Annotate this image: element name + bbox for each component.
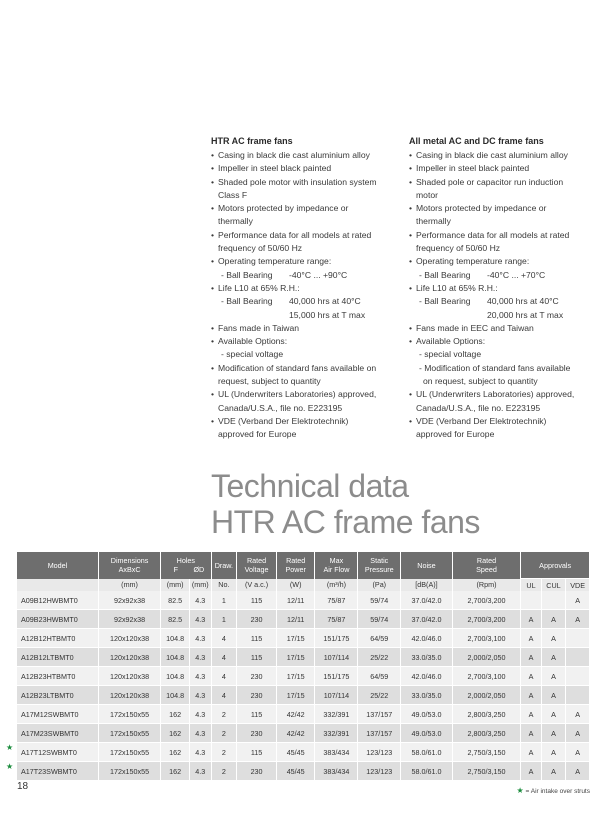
star-icon: ★ <box>6 743 14 752</box>
cell-ul: A <box>521 724 541 743</box>
unit-cell: CUL <box>541 579 566 592</box>
cell-volt: 115 <box>237 629 277 648</box>
list-item: • Operating temperature range: <box>409 255 601 268</box>
cell-volt: 230 <box>237 686 277 705</box>
cell-d: 4.3 <box>190 705 211 724</box>
list-item: • Casing in black die cast aluminium alloy <box>211 149 396 162</box>
cell-draw: 1 <box>211 591 237 610</box>
col-approvals: Approvals <box>521 552 590 579</box>
list-text: thermally <box>218 216 253 227</box>
cell-speed: 2,000/2,050 <box>452 648 521 667</box>
cell-volt: 230 <box>237 610 277 629</box>
cell-vde: A <box>566 724 590 743</box>
cell-speed: 2,700/3,200 <box>452 591 521 610</box>
cell-power: 17/15 <box>276 686 315 705</box>
cell-d: 4.3 <box>190 610 211 629</box>
cell-power: 42/42 <box>276 724 315 743</box>
list-text: Canada/U.S.A., file no. E223195 <box>218 402 343 413</box>
list-item <box>409 388 601 415</box>
cell-model: A12B12LTBMT0 <box>17 648 98 667</box>
option-item: on request, subject to quantity <box>423 376 538 387</box>
cell-cul <box>541 591 566 610</box>
unit-cell: No. <box>211 579 237 592</box>
cell-ul: A <box>521 686 541 705</box>
cell-vde: A <box>566 591 590 610</box>
list-text: Modification of standard fans available on <box>218 362 377 373</box>
cell-draw: 2 <box>211 724 237 743</box>
list-item <box>211 362 396 389</box>
cell-draw: 2 <box>211 743 237 762</box>
cell-vde: A <box>566 762 590 781</box>
cell-noise: 33.0/35.0 <box>401 686 452 705</box>
col-power <box>276 552 315 579</box>
table-body <box>17 591 590 781</box>
temp-range-row <box>211 269 396 282</box>
list-text: Shaded pole or capacitor run induction <box>416 176 564 187</box>
cell-ul: A <box>521 667 541 686</box>
col-label: Pressure <box>364 565 394 575</box>
list-text: approved for Europe <box>416 429 495 440</box>
table-row <box>17 686 590 705</box>
col-noise: Noise <box>401 552 452 579</box>
cell-noise: 58.0/61.0 <box>401 762 452 781</box>
list-text: frequency of 50/60 Hz <box>218 243 303 254</box>
cell-volt: 115 <box>237 591 277 610</box>
cell-air: 151/175 <box>315 629 358 648</box>
cell-f: 104.8 <box>161 686 190 705</box>
metal-features-title: All metal AC and DC frame fans <box>409 136 544 146</box>
cell-d: 4.3 <box>190 724 211 743</box>
col-label: F <box>173 565 179 575</box>
list-text: - Ball Bearing <box>221 296 273 307</box>
cell-volt: 230 <box>237 667 277 686</box>
cell-dim: 172x150x55 <box>98 724 160 743</box>
list-text: UL (Underwriters Laboratories) approved, <box>218 389 377 400</box>
col-label: Air Flow <box>323 565 350 575</box>
cell-ul: A <box>521 629 541 648</box>
cell-volt: 115 <box>237 648 277 667</box>
cell-noise: 49.0/53.0 <box>401 724 452 743</box>
col-dimensions <box>98 552 160 579</box>
col-label: Speed <box>476 565 497 575</box>
list-text: thermally <box>416 216 451 227</box>
list-text: VDE (Verband Der Elektrotechnik) <box>416 415 547 426</box>
table-row <box>17 648 590 667</box>
cell-speed: 2,800/3,250 <box>452 705 521 724</box>
list-text: 15,000 hrs at T max <box>289 309 366 320</box>
cell-draw: 4 <box>211 686 237 705</box>
table-row <box>17 591 590 610</box>
cell-static: 123/123 <box>358 762 401 781</box>
cell-model: A17T12SWBMT0 <box>17 743 98 762</box>
col-label: Dimensions <box>110 556 149 566</box>
list-text: Performance data for all models at rated <box>218 229 372 240</box>
cell-noise: 49.0/53.0 <box>401 705 452 724</box>
cell-model: A12B23LTBMT0 <box>17 686 98 705</box>
cell-draw: 2 <box>211 762 237 781</box>
col-voltage <box>237 552 277 579</box>
cell-draw: 4 <box>211 629 237 648</box>
list-item: • Impeller in steel black painted <box>211 162 396 175</box>
unit-cell: (mm) <box>161 579 190 592</box>
col-label: Power <box>285 565 306 575</box>
list-text: approved for Europe <box>218 429 297 440</box>
cell-dim: 172x150x55 <box>98 705 160 724</box>
list-item <box>409 229 601 256</box>
list-text: 40,000 hrs at 40°C <box>289 296 361 307</box>
cell-cul: A <box>541 667 566 686</box>
cell-air: 107/114 <box>315 686 358 705</box>
life-row <box>409 309 601 322</box>
cell-static: 25/22 <box>358 686 401 705</box>
col-label: Rated <box>286 556 306 566</box>
col-holes <box>161 552 211 579</box>
cell-ul <box>521 591 541 610</box>
cell-dim: 120x120x38 <box>98 629 160 648</box>
heading-product-line: HTR AC frame fans <box>211 504 480 540</box>
cell-power: 17/15 <box>276 648 315 667</box>
cell-d: 4.3 <box>190 591 211 610</box>
list-text: Motors protected by impedance or <box>416 203 547 214</box>
table-row <box>17 724 590 743</box>
col-label: ØD <box>193 565 205 575</box>
unit-cell: (W) <box>276 579 315 592</box>
table-row <box>17 705 590 724</box>
cell-air: 75/87 <box>315 610 358 629</box>
unit-cell: (m³/h) <box>315 579 358 592</box>
cell-d: 4.3 <box>190 762 211 781</box>
life-row <box>409 295 601 308</box>
cell-static: 59/74 <box>358 591 401 610</box>
cell-static: 25/22 <box>358 648 401 667</box>
cell-cul: A <box>541 724 566 743</box>
cell-speed: 2,700/3,100 <box>452 629 521 648</box>
cell-model: A12B12HTBMT0 <box>17 629 98 648</box>
cell-noise: 37.0/42.0 <box>401 591 452 610</box>
unit-cell: VDE <box>566 579 590 592</box>
cell-ul: A <box>521 762 541 781</box>
cell-cul: A <box>541 686 566 705</box>
col-label: Max <box>329 556 344 566</box>
cell-cul: A <box>541 705 566 724</box>
cell-speed: 2,750/3,150 <box>452 762 521 781</box>
cell-air: 332/391 <box>315 705 358 724</box>
cell-air: 332/391 <box>315 724 358 743</box>
cell-power: 17/15 <box>276 629 315 648</box>
cell-speed: 2,700/3,100 <box>452 667 521 686</box>
list-item: • Fans made in EEC and Taiwan <box>409 322 601 335</box>
list-item: • Operating temperature range: <box>211 255 396 268</box>
cell-power: 12/11 <box>276 610 315 629</box>
temp-range-row <box>409 269 601 282</box>
cell-air: 383/434 <box>315 743 358 762</box>
option-item: - special voltage <box>419 349 482 360</box>
table-row <box>17 629 590 648</box>
life-row <box>211 309 396 322</box>
cell-f: 82.5 <box>161 591 190 610</box>
list-item <box>409 415 601 442</box>
table-header-row <box>17 552 590 579</box>
cell-d: 4.3 <box>190 648 211 667</box>
col-label: Static <box>370 556 389 566</box>
col-speed <box>452 552 521 579</box>
option-item: - Modification of standard fans available <box>419 362 571 373</box>
cell-static: 137/157 <box>358 705 401 724</box>
col-airflow <box>315 552 358 579</box>
list-text: Motors protected by impedance or <box>218 203 349 214</box>
list-text: 20,000 hrs at T max <box>487 309 564 320</box>
cell-static: 137/157 <box>358 724 401 743</box>
cell-d: 4.3 <box>190 667 211 686</box>
unit-cell: UL <box>521 579 541 592</box>
cell-cul: A <box>541 743 566 762</box>
cell-f: 104.8 <box>161 648 190 667</box>
cell-volt: 230 <box>237 762 277 781</box>
list-item: • Impeller in steel black painted <box>409 162 601 175</box>
cell-vde <box>566 686 590 705</box>
cell-model: A17M12SWBMT0 <box>17 705 98 724</box>
cell-power: 17/15 <box>276 667 315 686</box>
cell-vde <box>566 648 590 667</box>
heading-technical-data: Technical data <box>211 468 409 504</box>
list-item: • Life L10 at 65% R.H.: <box>211 282 396 295</box>
col-label: Voltage <box>244 565 269 575</box>
cell-air: 383/434 <box>315 762 358 781</box>
cell-ul: A <box>521 648 541 667</box>
list-item: • Fans made in Taiwan <box>211 322 396 335</box>
col-drawing: Draw. <box>211 552 237 579</box>
cell-static: 64/59 <box>358 667 401 686</box>
metal-features-column <box>409 135 601 442</box>
cell-cul: A <box>541 762 566 781</box>
cell-f: 162 <box>161 762 190 781</box>
cell-ul: A <box>521 610 541 629</box>
star-icon: ★ <box>6 762 14 771</box>
cell-air: 107/114 <box>315 648 358 667</box>
cell-dim: 92x92x38 <box>98 610 160 629</box>
cell-model: A09B12HWBMT0 <box>17 591 98 610</box>
list-item <box>211 415 396 442</box>
cell-vde: A <box>566 610 590 629</box>
cell-cul: A <box>541 610 566 629</box>
table-row <box>17 610 590 629</box>
list-text: motor <box>416 189 438 200</box>
cell-draw: 4 <box>211 648 237 667</box>
option-item: - special voltage <box>221 349 284 360</box>
cell-d: 4.3 <box>190 743 211 762</box>
htr-features-title: HTR AC frame fans <box>211 136 293 146</box>
col-pressure <box>358 552 401 579</box>
col-label: Rated <box>246 556 267 566</box>
cell-noise: 33.0/35.0 <box>401 648 452 667</box>
cell-f: 104.8 <box>161 629 190 648</box>
list-text: Shaded pole motor with insulation system <box>218 176 377 187</box>
page-number: 18 <box>17 781 29 792</box>
cell-f: 162 <box>161 724 190 743</box>
cell-model: A17M23SWBMT0 <box>17 724 98 743</box>
unit-cell <box>17 579 98 592</box>
list-text: Class F <box>218 189 248 200</box>
list-text: - Ball Bearing <box>221 269 273 280</box>
cell-dim: 120x120x38 <box>98 667 160 686</box>
cell-vde <box>566 629 590 648</box>
cell-volt: 115 <box>237 743 277 762</box>
col-label: AxBxC <box>118 565 141 575</box>
list-item <box>211 176 396 203</box>
list-text: Canada/U.S.A., file no. E223195 <box>416 402 541 413</box>
cell-draw: 4 <box>211 667 237 686</box>
cell-dim: 172x150x55 <box>98 743 160 762</box>
technical-data-table <box>17 552 590 781</box>
unit-cell: (Pa) <box>358 579 401 592</box>
cell-power: 45/45 <box>276 743 315 762</box>
cell-speed: 2,750/3,150 <box>452 743 521 762</box>
metal-features-list <box>409 149 601 442</box>
list-item: • Available Options: <box>409 335 601 348</box>
cell-noise: 58.0/61.0 <box>401 743 452 762</box>
list-text: - Ball Bearing <box>419 269 471 280</box>
cell-dim: 172x150x55 <box>98 762 160 781</box>
cell-static: 59/74 <box>358 610 401 629</box>
cell-f: 82.5 <box>161 610 190 629</box>
cell-speed: 2,000/2,050 <box>452 686 521 705</box>
cell-vde: A <box>566 705 590 724</box>
cell-f: 162 <box>161 705 190 724</box>
footnote-text: = Air intake over struts <box>525 788 590 795</box>
list-text: -40°C ... +90°C <box>289 269 348 280</box>
cell-speed: 2,800/3,250 <box>452 724 521 743</box>
list-item <box>409 176 601 203</box>
htr-features-column <box>211 135 396 442</box>
col-model: Model <box>17 552 98 579</box>
cell-dim: 92x92x38 <box>98 591 160 610</box>
col-label: Rated <box>476 556 497 566</box>
cell-static: 64/59 <box>358 629 401 648</box>
list-text: frequency of 50/60 Hz <box>416 243 501 254</box>
cell-cul: A <box>541 629 566 648</box>
cell-d: 4.3 <box>190 629 211 648</box>
cell-model: A17T23SWBMT0 <box>17 762 98 781</box>
list-text: 40,000 hrs at 40°C <box>487 296 559 307</box>
cell-power: 42/42 <box>276 705 315 724</box>
list-item <box>211 229 396 256</box>
cell-speed: 2,700/3,200 <box>452 610 521 629</box>
footnote <box>517 786 590 795</box>
cell-draw: 1 <box>211 610 237 629</box>
list-item <box>211 202 396 229</box>
cell-dim: 120x120x38 <box>98 648 160 667</box>
star-icon: ★ <box>516 786 524 795</box>
table-row <box>17 762 590 781</box>
cell-noise: 42.0/46.0 <box>401 667 452 686</box>
cell-f: 104.8 <box>161 667 190 686</box>
cell-d: 4.3 <box>190 686 211 705</box>
list-text: UL (Underwriters Laboratories) approved, <box>416 389 575 400</box>
cell-dim: 120x120x38 <box>98 686 160 705</box>
list-text: -40°C ... +70°C <box>487 269 546 280</box>
list-item: • Available Options: <box>211 335 396 348</box>
table-row <box>17 667 590 686</box>
list-item <box>211 388 396 415</box>
col-label: Holes <box>176 556 196 566</box>
cell-draw: 2 <box>211 705 237 724</box>
cell-vde: A <box>566 743 590 762</box>
cell-power: 45/45 <box>276 762 315 781</box>
list-text: - Ball Bearing <box>419 296 471 307</box>
cell-f: 162 <box>161 743 190 762</box>
cell-cul: A <box>541 648 566 667</box>
unit-cell: (V a.c.) <box>237 579 277 592</box>
cell-static: 123/123 <box>358 743 401 762</box>
cell-noise: 42.0/46.0 <box>401 629 452 648</box>
life-row <box>211 295 396 308</box>
list-item: • Life L10 at 65% R.H.: <box>409 282 601 295</box>
unit-cell: (Rpm) <box>452 579 521 592</box>
table-row <box>17 743 590 762</box>
cell-volt: 230 <box>237 724 277 743</box>
cell-vde <box>566 667 590 686</box>
cell-model: A09B23HWBMT0 <box>17 610 98 629</box>
list-item <box>409 202 601 229</box>
list-item: • Casing in black die cast aluminium alloy <box>409 149 601 162</box>
cell-ul: A <box>521 743 541 762</box>
cell-power: 12/11 <box>276 591 315 610</box>
cell-ul: A <box>521 705 541 724</box>
list-text: request, subject to quantity <box>218 376 321 387</box>
list-text: Performance data for all models at rated <box>416 229 570 240</box>
unit-cell: (mm) <box>98 579 160 592</box>
list-text: VDE (Verband Der Elektrotechnik) <box>218 415 349 426</box>
unit-cell: [dB(A)] <box>401 579 452 592</box>
cell-model: A12B23HTBMT0 <box>17 667 98 686</box>
cell-volt: 115 <box>237 705 277 724</box>
cell-air: 151/175 <box>315 667 358 686</box>
htr-features-list <box>211 149 396 442</box>
cell-air: 75/87 <box>315 591 358 610</box>
table-units-row <box>17 579 590 592</box>
unit-cell: (mm) <box>190 579 211 592</box>
cell-noise: 37.0/42.0 <box>401 610 452 629</box>
